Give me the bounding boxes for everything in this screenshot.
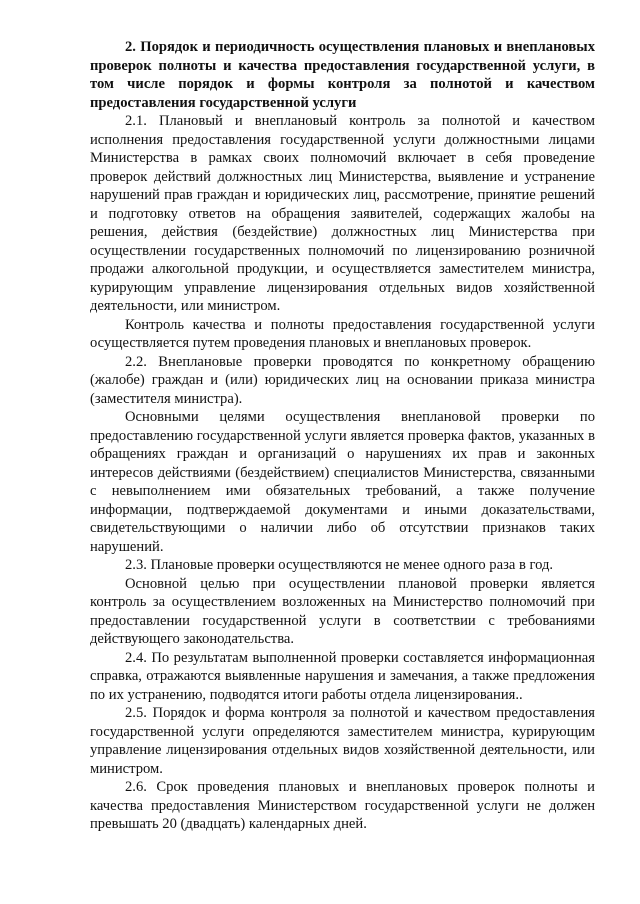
document-page xyxy=(90,38,595,834)
paragraph-2-2: 2.2. Внеплановые проверки проводятся по конкретному обращению (жалобе) граждан и (или) юридических лиц на основании приказа министра (заместителя министра). xyxy=(90,353,595,407)
paragraph-quality-control: Контроль качества и полноты предоставления государственной услуги осуществляется путем проведения плановых и внеплановых проверок. xyxy=(90,316,595,351)
paragraph-2-5: 2.5. Порядок и форма контроля за полнотой и качеством предоставления государственной услуги определяются заместителем министра, курирующим управление лицензирования отдельных видов хозяйственной деятельности, или министром. xyxy=(90,705,595,777)
paragraph-2-4: 2.4. По результатам выполненной проверки составляется информационная справка, отражаются выявленные нарушения и замечания, а также предложения по их устранению, подводятся итоги работы отдела лицензирования.. xyxy=(90,649,595,703)
paragraph-2-6: 2.6. Срок проведения плановых и внеплановых проверок полноты и качества предоставления Министерством государственной услуги не должен превышать 20 (двадцать) календарных дней. xyxy=(90,779,595,832)
paragraph-scheduled-goal: Основной целью при осуществлении плановой проверки является контроль за осуществлением возложенных на Министерство полномочий при предоставлении государственной услуги в соответствии с требованиями действующего законодательства. xyxy=(90,575,595,647)
section-heading: 2. Порядок и периодичность осуществления плановых и внеплановых проверок полноты и качества предоставления государственной услуги, в том числе порядок и формы контроля за полнотой и качеством предоставления государственной услуги xyxy=(90,39,595,111)
paragraph-2-3: 2.3. Плановые проверки осуществляются не менее одного раза в год. xyxy=(125,557,554,573)
paragraph-2-1: 2.1. Плановый и внеплановый контроль за полнотой и качеством исполнения предоставления государственной услуги должностными лицами Министерства в рамках своих полномочий включает в себя проведение проверок действий должностных лиц Министерства, выявление и устранение нарушений прав граждан и юридических лиц, рассмотрение, принятие решений и подготовку ответов на обращения заявителей, содержащих жалобы на решения, действия (бездействие) должностных лиц Министерства при осуществлении государственных полномочий по лицензированию розничной продажи алкогольной продукции, и осуществляется заместителем министра, курирующим управление лицензирования отдельных видов хозяйственной деятельности, или министром. xyxy=(90,113,595,314)
paragraph-unscheduled-goals: Основными целями осуществления внеплановой проверки по предоставлению государственной услуги является проверка фактов, указанных в обращениях граждан и организаций о нарушениях их прав и законных интересов действиями (бездействием) специалистов Министерства, связанными с невыполнением ими обязательных требований, а также получение информации, подтверждаемой документами и иными доказательствами, свидетельствующими о наличии либо об отсутствии признаков таких нарушений. xyxy=(90,409,595,555)
